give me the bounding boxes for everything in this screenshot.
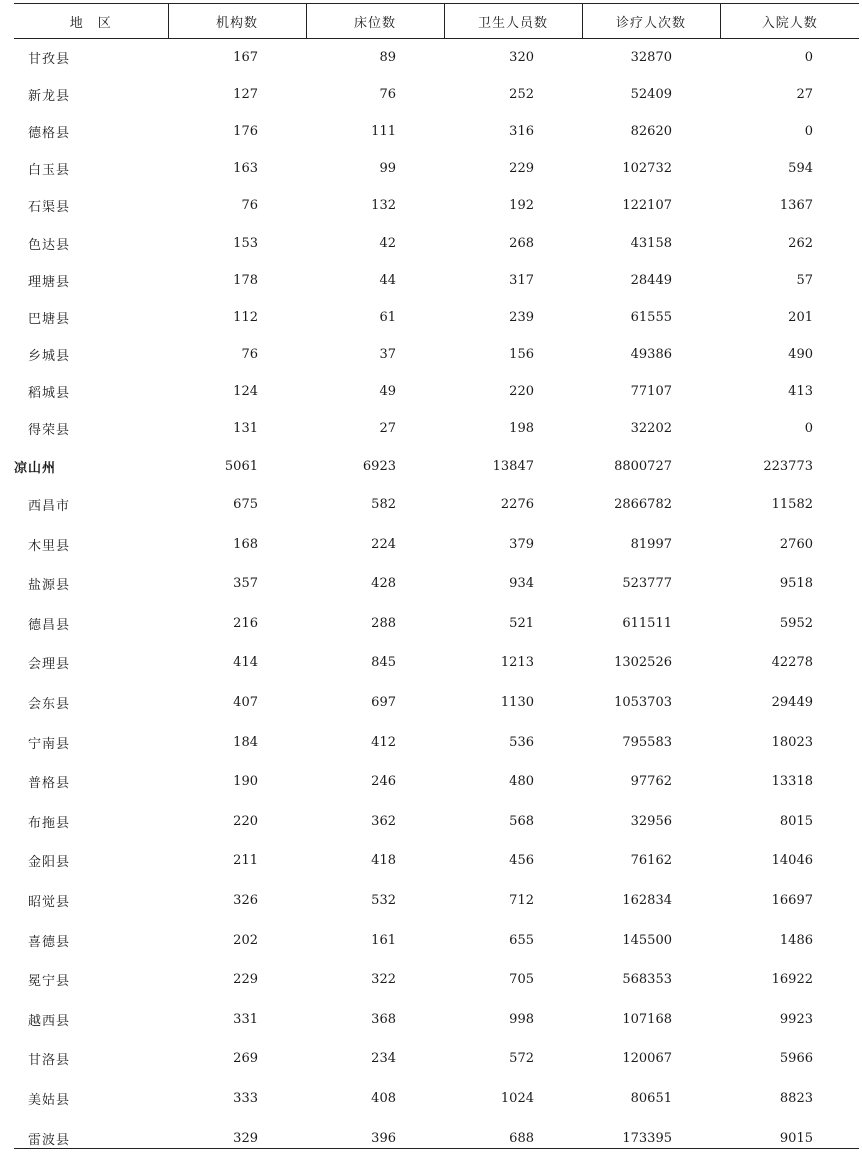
table-row [14,841,859,881]
institutions-cell: 211 [233,853,258,869]
health-personnel-cell: 2276 [500,497,534,513]
beds-cell: 234 [371,1051,396,1067]
visits-cell: 795583 [622,734,672,750]
table-row [14,762,859,802]
statistics-table-container [14,3,859,1158]
beds-cell: 322 [371,972,396,988]
visits-cell: 82620 [630,123,672,139]
region-name-cell: 宁南县 [28,736,71,752]
institutions-cell: 329 [233,1130,258,1146]
table-row [14,643,859,683]
beds-cell: 61 [379,309,396,325]
admissions-cell: 2760 [779,536,813,552]
beds-cell: 532 [371,892,396,908]
institutions-cell: 202 [233,932,258,948]
table-row [14,604,859,644]
header-beds: 床位数 [306,4,444,39]
table-body [14,39,859,1158]
table-row [14,113,859,150]
visits-cell: 1053703 [614,695,672,711]
admissions-cell: 18023 [771,734,813,750]
table-row [14,448,859,485]
admissions-cell: 9923 [779,1011,813,1027]
table-bottom-rule [14,1148,859,1149]
region-name-cell: 布拖县 [28,815,71,831]
table-row [14,76,859,113]
beds-cell: 428 [371,576,396,592]
beds-cell: 408 [371,1090,396,1106]
admissions-cell: 201 [788,309,813,325]
table-row [14,683,859,723]
institutions-cell: 124 [233,384,258,400]
visits-cell: 80651 [630,1090,672,1106]
beds-cell: 37 [379,347,396,363]
admissions-cell: 8015 [779,813,813,829]
beds-cell: 845 [371,655,396,671]
health-personnel-cell: 521 [509,615,534,631]
institutions-cell: 675 [233,497,258,513]
beds-cell: 49 [379,384,396,400]
admissions-cell: 13318 [771,774,813,790]
beds-cell: 161 [371,932,396,948]
health-personnel-cell: 156 [509,347,534,363]
region-name-cell: 木里县 [28,538,71,554]
table-row [14,920,859,960]
health-personnel-cell: 379 [509,536,534,552]
visits-cell: 1302526 [614,655,672,671]
visits-cell: 120067 [622,1051,672,1067]
institutions-cell: 220 [233,813,258,829]
region-name-cell: 乡城县 [28,349,71,365]
visits-cell: 173395 [622,1130,672,1146]
visits-cell: 76162 [630,853,672,869]
header-region: 地 区 [14,4,168,39]
admissions-cell: 14046 [771,853,813,869]
health-personnel-cell: 705 [509,972,534,988]
beds-cell: 44 [379,272,396,288]
table-row [14,262,859,299]
health-personnel-cell: 198 [509,421,534,437]
header-row [14,4,859,39]
visits-cell: 122107 [622,198,672,214]
health-personnel-cell: 998 [509,1011,534,1027]
table-row [14,39,859,76]
table-row [14,802,859,842]
institutions-cell: 112 [233,309,258,325]
beds-cell: 76 [379,86,396,102]
table-row [14,524,859,564]
institutions-cell: 357 [233,576,258,592]
table-row [14,960,859,1000]
region-name-cell: 金阳县 [28,855,71,871]
admissions-cell: 223773 [763,458,813,474]
beds-cell: 412 [371,734,396,750]
admissions-cell: 16697 [771,892,813,908]
visits-cell: 81997 [630,536,672,552]
institutions-cell: 5061 [224,458,258,474]
table-row [14,564,859,604]
health-personnel-cell: 13847 [492,458,534,474]
visits-cell: 611511 [622,615,672,631]
beds-cell: 288 [371,615,396,631]
admissions-cell: 5966 [779,1051,813,1067]
visits-cell: 43158 [630,235,672,251]
visits-cell: 523777 [622,576,672,592]
beds-cell: 224 [371,536,396,552]
visits-cell: 97762 [630,774,672,790]
beds-cell: 368 [371,1011,396,1027]
region-name-cell: 巴塘县 [28,311,71,327]
table-row [14,485,859,525]
institutions-cell: 414 [233,655,258,671]
beds-cell: 111 [371,123,396,139]
region-name-cell: 会理县 [28,657,71,673]
table-row [14,999,859,1039]
region-name-cell: 美姑县 [28,1092,71,1108]
health-personnel-cell: 1213 [500,655,534,671]
table-row [14,1118,859,1158]
institutions-cell: 216 [233,615,258,631]
beds-cell: 582 [371,497,396,513]
admissions-cell: 0 [804,123,813,139]
table-row [14,150,859,187]
admissions-cell: 413 [788,384,813,400]
visits-cell: 8800727 [614,458,672,474]
region-name-cell: 新龙县 [28,88,71,104]
health-personnel-cell: 572 [509,1051,534,1067]
region-name-cell: 稻城县 [28,386,71,402]
admissions-cell: 11582 [771,497,813,513]
visits-cell: 32870 [630,49,672,65]
visits-cell: 32956 [630,813,672,829]
institutions-cell: 331 [233,1011,258,1027]
table-row [14,336,859,373]
health-statistics-table [14,3,859,1158]
visits-cell: 61555 [630,309,672,325]
table-row [14,1039,859,1079]
region-name-cell: 理塘县 [28,274,71,290]
institutions-cell: 167 [233,49,258,65]
health-personnel-cell: 268 [509,235,534,251]
visits-cell: 107168 [622,1011,672,1027]
health-personnel-cell: 239 [509,309,534,325]
beds-cell: 418 [371,853,396,869]
admissions-cell: 9015 [779,1130,813,1146]
institutions-cell: 178 [233,272,258,288]
region-name-cell: 甘洛县 [28,1053,71,1069]
beds-cell: 362 [371,813,396,829]
health-personnel-cell: 220 [509,384,534,400]
admissions-cell: 262 [788,235,813,251]
visits-cell: 28449 [630,272,672,288]
admissions-cell: 5952 [779,615,813,631]
visits-cell: 49386 [630,347,672,363]
institutions-cell: 163 [233,161,258,177]
region-name-cell: 凉山州 [14,460,57,476]
region-name-cell: 盐源县 [28,578,71,594]
health-personnel-cell: 536 [509,734,534,750]
region-name-cell: 会东县 [28,697,71,713]
beds-cell: 246 [371,774,396,790]
region-name-cell: 色达县 [28,237,71,253]
region-name-cell: 石渠县 [28,200,71,216]
health-personnel-cell: 712 [509,892,534,908]
region-name-cell: 得荣县 [28,423,71,439]
health-personnel-cell: 316 [509,123,534,139]
admissions-cell: 29449 [771,695,813,711]
region-name-cell: 德格县 [28,125,71,141]
health-personnel-cell: 568 [509,813,534,829]
health-personnel-cell: 1130 [500,695,534,711]
visits-cell: 32202 [630,421,672,437]
institutions-cell: 229 [233,972,258,988]
region-name-cell: 白玉县 [28,163,71,179]
health-personnel-cell: 1024 [500,1090,534,1106]
visits-cell: 2866782 [614,497,672,513]
beds-cell: 396 [371,1130,396,1146]
beds-cell: 42 [379,235,396,251]
institutions-cell: 190 [233,774,258,790]
beds-cell: 89 [379,49,396,65]
header-health-personnel: 卫生人员数 [444,4,582,39]
institutions-cell: 131 [233,421,258,437]
admissions-cell: 0 [804,49,813,65]
header-admissions: 入院人数 [720,4,859,39]
institutions-cell: 184 [233,734,258,750]
health-personnel-cell: 192 [509,198,534,214]
health-personnel-cell: 320 [509,49,534,65]
table-row [14,373,859,410]
admissions-cell: 594 [788,161,813,177]
admissions-cell: 9518 [779,576,813,592]
beds-cell: 27 [379,421,396,437]
admissions-cell: 27 [796,86,813,102]
institutions-cell: 269 [233,1051,258,1067]
health-personnel-cell: 934 [509,576,534,592]
table-row [14,187,859,224]
region-name-cell: 越西县 [28,1013,71,1029]
institutions-cell: 333 [233,1090,258,1106]
header-institutions: 机构数 [168,4,306,39]
health-personnel-cell: 480 [509,774,534,790]
beds-cell: 99 [379,161,396,177]
region-name-cell: 西昌市 [28,499,71,515]
region-name-cell: 冕宁县 [28,974,71,990]
region-name-cell: 普格县 [28,776,71,792]
beds-cell: 6923 [362,458,396,474]
health-personnel-cell: 252 [509,86,534,102]
region-name-cell: 喜德县 [28,934,71,950]
visits-cell: 568353 [622,972,672,988]
visits-cell: 145500 [622,932,672,948]
institutions-cell: 168 [233,536,258,552]
visits-cell: 102732 [622,161,672,177]
institutions-cell: 326 [233,892,258,908]
table-row [14,410,859,447]
admissions-cell: 1486 [779,932,813,948]
table-row [14,881,859,921]
institutions-cell: 127 [233,86,258,102]
visits-cell: 162834 [622,892,672,908]
admissions-cell: 0 [804,421,813,437]
admissions-cell: 8823 [779,1090,813,1106]
table-row [14,1079,859,1119]
header-visits: 诊疗人次数 [582,4,720,39]
region-name-cell: 甘孜县 [28,51,71,67]
beds-cell: 132 [371,198,396,214]
visits-cell: 52409 [630,86,672,102]
admissions-cell: 490 [788,347,813,363]
health-personnel-cell: 688 [509,1130,534,1146]
health-personnel-cell: 317 [509,272,534,288]
table-header [14,4,859,39]
admissions-cell: 57 [796,272,813,288]
institutions-cell: 176 [233,123,258,139]
beds-cell: 697 [371,695,396,711]
admissions-cell: 42278 [771,655,813,671]
institutions-cell: 76 [241,198,258,214]
institutions-cell: 407 [233,695,258,711]
region-name-cell: 昭觉县 [28,894,71,910]
table-row [14,722,859,762]
region-name-cell: 德昌县 [28,617,71,633]
visits-cell: 77107 [630,384,672,400]
table-row [14,299,859,336]
health-personnel-cell: 655 [509,932,534,948]
health-personnel-cell: 229 [509,161,534,177]
table-row [14,224,859,261]
institutions-cell: 76 [241,347,258,363]
region-name-cell: 雷波县 [28,1132,71,1148]
health-personnel-cell: 456 [509,853,534,869]
admissions-cell: 1367 [779,198,813,214]
institutions-cell: 153 [233,235,258,251]
admissions-cell: 16922 [771,972,813,988]
